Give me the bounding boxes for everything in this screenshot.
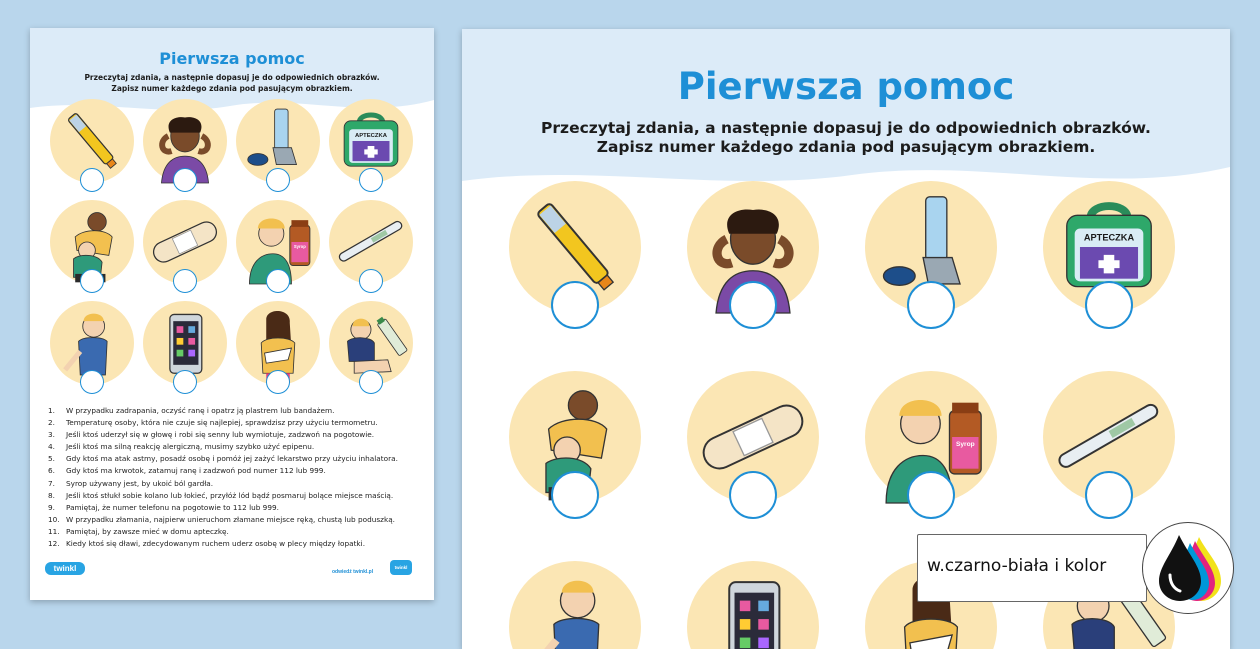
answer-circle[interactable] [551, 471, 599, 519]
answer-circle[interactable] [359, 168, 383, 192]
answer-circle[interactable] [1085, 471, 1133, 519]
header-wave [462, 29, 1230, 204]
sentence-number: 12. [48, 539, 60, 549]
worksheet-preview-small[interactable] [30, 28, 434, 600]
sentence-item [48, 526, 420, 538]
picture-label: APTECZKA [1083, 232, 1135, 243]
sentence-number: 3. [48, 430, 55, 440]
sentence-item [48, 429, 420, 441]
answer-circle[interactable] [80, 269, 104, 293]
sentence-text: Temperaturę osoby, która nie czuje się najlepiej, sprawdzisz przy użyciu termometru. [66, 418, 378, 428]
answer-circle[interactable] [80, 370, 104, 394]
sentence-text: Jeśli ktoś ma silną reakcję alergiczną, musimy szybko użyć epipenu. [66, 442, 315, 452]
sentence-number: 5. [48, 454, 55, 464]
answer-circle[interactable] [729, 471, 777, 519]
answer-circle[interactable] [907, 281, 955, 329]
color-options-badge [917, 534, 1147, 602]
sentence-item [48, 514, 420, 526]
footer-link[interactable]: odwiedź twinkl.pl [332, 569, 374, 575]
answer-circle[interactable] [266, 168, 290, 192]
sentence-text: Pamiętaj, by zawsze mieć w domu apteczkę. [66, 526, 229, 536]
picture-label: Syrop [293, 243, 306, 249]
footer-badge: twinkl [390, 560, 412, 575]
answer-circle[interactable] [551, 281, 599, 329]
sentence-list [48, 405, 420, 550]
answer-circle[interactable] [173, 370, 197, 394]
sentence-item [48, 502, 420, 514]
answer-circle[interactable] [907, 471, 955, 519]
sentence-item [48, 478, 420, 490]
instruction-line-1: Przeczytaj zdania, a następnie dopasuj je do odpowiednich obrazków. [541, 119, 1151, 137]
answer-circle[interactable] [359, 370, 383, 394]
answer-circle[interactable] [266, 269, 290, 293]
sentence-item [48, 538, 420, 550]
sentence-text: Jeśli ktoś stłukł sobie kolano lub łokieć, przyłóż lód bądź posmaruj bolące miejsce maścią. [66, 490, 394, 500]
instruction-line-1: Przeczytaj zdania, a następnie dopasuj je do odpowiednich obrazków. [84, 73, 380, 82]
page-title: Pierwsza pomoc [677, 65, 1015, 108]
sentence-number: 9. [48, 502, 55, 512]
answer-circle[interactable] [173, 168, 197, 192]
sentence-number: 1. [48, 406, 55, 415]
sentence-text: Gdy ktoś ma atak astmy, posadź osobę i pomóż jej zażyć lekarstwo przy użyciu inhalatora. [66, 454, 398, 464]
answer-circle[interactable] [80, 168, 104, 192]
instruction-line-2: Zapisz numer każdego zdania pod pasującym obrazkiem. [111, 84, 353, 93]
sentence-item [48, 465, 420, 477]
answer-circle[interactable] [173, 269, 197, 293]
sentence-item [48, 417, 420, 429]
sentence-text: Jeśli ktoś uderzył się w głowę i robi się senny lub wymiotuje, zadzwoń na pogotowie. [66, 430, 375, 440]
sentence-number: 8. [48, 490, 55, 500]
sentence-number: 4. [48, 442, 55, 452]
page-title: Pierwsza pomoc [159, 49, 305, 68]
phone-icon [687, 561, 819, 649]
sentence-item [48, 441, 420, 453]
sentence-text: Syrop używany jest, by ukoić ból gardła. [66, 478, 214, 488]
cmyk-ink-drops-icon [1142, 522, 1234, 614]
picture-cell [509, 561, 641, 649]
picture-cell [687, 561, 819, 649]
sentence-text: Pamiętaj, że numer telefonu na pogotowie to 112 lub 999. [66, 502, 279, 512]
sentence-number: 6. [48, 466, 55, 476]
instruction-line-2: Zapisz numer każdego zdania pod pasującym obrazkiem. [596, 138, 1096, 156]
answer-circle[interactable] [729, 281, 777, 329]
sentence-item [48, 453, 420, 465]
sentence-number: 11. [48, 526, 60, 536]
sentence-text: Gdy ktoś ma krwotok, zatamuj ranę i zadzwoń pod numer 112 lub 999. [66, 466, 326, 476]
sentence-text: W przypadku zadrapania, oczyść ranę i opatrz ją plastrem lub bandażem. [66, 406, 335, 415]
sentence-item [48, 405, 420, 417]
sentence-item [48, 490, 420, 502]
twinkl-logo: twinkl [45, 562, 85, 575]
sentence-number: 7. [48, 478, 55, 488]
fallen-child-icon [509, 561, 641, 649]
color-options-label: w.czarno-biała i kolor [927, 556, 1107, 576]
answer-circle[interactable] [1085, 281, 1133, 329]
sentence-number: 10. [48, 514, 60, 524]
sentence-number: 2. [48, 418, 55, 428]
picture-label: APTECZKA [355, 132, 387, 139]
sentence-text: Kiedy ktoś się dławi, zdecydowanym ruchem uderz osobę w plecy między łopatki. [66, 539, 366, 549]
sentence-text: W przypadku złamania, najpierw unieruchom złamane miejsce ręką, chustą lub poduszką. [66, 514, 395, 524]
answer-circle[interactable] [359, 269, 383, 293]
answer-circle[interactable] [266, 370, 290, 394]
picture-label: Syrop [955, 441, 975, 449]
